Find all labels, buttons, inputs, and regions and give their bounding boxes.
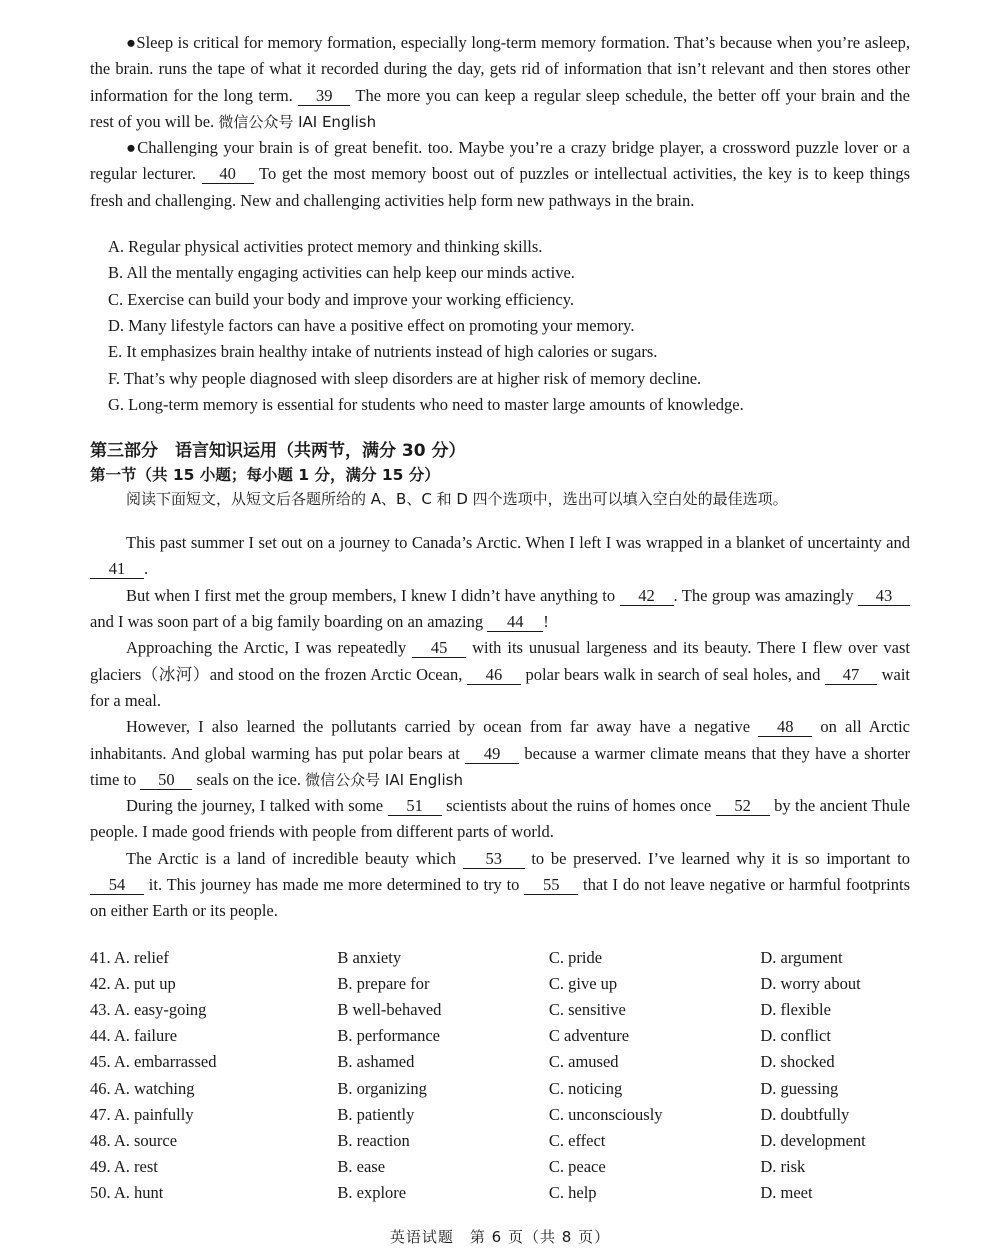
text: To get the most memory boost out of puzzles or intellectual activities, the key is to keep things fresh and challenging. New and challenging activities help form new pathways in the brain.: [90, 164, 910, 210]
choice-c: C. amused: [548, 1052, 619, 1072]
option-b: B. All the mentally engaging activities can help keep our minds active.: [108, 263, 575, 283]
choice-b: B anxiety: [337, 947, 402, 967]
option-g: G. Long-term memory is essential for students who need to master large amounts of knowledge.: [108, 394, 744, 414]
choice-a: 42. A. put up: [90, 973, 176, 993]
choice-c: C. effect: [548, 1131, 606, 1151]
text: Approaching the Arctic, I was repeatedly: [126, 638, 413, 658]
text: This past summer I set out on a journey to Canada’s Arctic. When I left I was wrapped in a blanket of uncertainty and: [126, 533, 910, 553]
blank-50: 50: [140, 770, 192, 790]
choice-b: B. explore: [337, 1183, 407, 1203]
passage-paragraph-6: [90, 846, 910, 925]
blank-42: 42: [620, 586, 674, 606]
blank-45: 45: [412, 638, 466, 658]
choice-row-46: [90, 1076, 910, 1102]
paragraph-challenge: [90, 135, 910, 214]
text: scientists about the ruins of homes once: [441, 796, 716, 816]
seven-options-list: [90, 234, 910, 418]
choice-b: B. reaction: [337, 1131, 410, 1151]
choice-d: D. flexible: [760, 1000, 831, 1020]
blank-43: 43: [858, 586, 910, 606]
option-a: A. Regular physical activities protect memory and thinking skills.: [108, 237, 543, 257]
choice-c: C. peace: [548, 1157, 606, 1177]
choice-b: B. organizing: [337, 1078, 427, 1098]
choice-row-49: [90, 1154, 910, 1180]
choice-d: D. risk: [760, 1157, 806, 1177]
choice-d: D. doubtfully: [760, 1104, 850, 1124]
text: wait for a meal.: [90, 664, 910, 710]
text: The more you can keep a regular sleep schedule, the better off your brain and the rest of you will be.: [90, 85, 911, 131]
text: However, I also learned the pollutants carried by ocean from far away have a negative: [126, 717, 759, 737]
choice-c: C. help: [548, 1183, 597, 1203]
page-footer: 英语试题 第 6 页（共 8 页）: [389, 1228, 611, 1246]
text: polar bears walk in search of seal holes, and: [520, 664, 825, 684]
blank-47: 47: [825, 665, 877, 685]
blank-46: 46: [467, 665, 521, 685]
choice-c: C. pride: [548, 947, 603, 967]
choice-d: D. worry about: [760, 973, 861, 993]
choice-d: D. shocked: [760, 1052, 835, 1072]
choice-a: 50. A. hunt: [90, 1183, 164, 1203]
text: and I was soon part of a big family boarding on an amazing: [90, 612, 488, 632]
choice-row-42: [90, 971, 910, 997]
watermark-text: 微信公众号 IAI English: [218, 112, 377, 131]
choice-d: D. development: [760, 1131, 866, 1151]
text: it. This journey has made me more determined to try to: [144, 875, 525, 895]
choice-b: B. ashamed: [337, 1052, 415, 1072]
text: During the journey, I talked with some: [126, 796, 388, 816]
answer-choices-table: [90, 945, 910, 1207]
text: .: [144, 559, 149, 579]
choice-a: 46. A. watching: [90, 1078, 195, 1098]
exam-page: [90, 30, 910, 1207]
choice-b: B well-behaved: [337, 1000, 442, 1020]
choice-b: B. patiently: [337, 1104, 415, 1124]
option-c: C. Exercise can build your body and improve your working efficiency.: [108, 289, 574, 309]
blank-51: 51: [388, 796, 442, 816]
choice-b: B. performance: [337, 1026, 441, 1046]
section-title: 第三部分 语言知识运用（共两节，满分 30 分）: [90, 441, 466, 462]
choice-a: 48. A. source: [90, 1131, 178, 1151]
blank-41: 41: [90, 559, 144, 579]
choice-c: C. sensitive: [548, 1000, 626, 1020]
choice-row-43: [90, 997, 910, 1023]
blank-49: 49: [465, 744, 519, 764]
text: The Arctic is a land of incredible beauty which: [126, 848, 463, 868]
choice-a: 44. A. failure: [90, 1026, 178, 1046]
text: !: [543, 612, 549, 632]
text: But when I first met the group members, I knew I didn’t have anything to: [126, 585, 620, 605]
passage-paragraph-4: [90, 714, 910, 793]
choice-b: B. prepare for: [337, 973, 430, 993]
passage-paragraph-1: [90, 530, 910, 583]
passage-paragraph-3: [90, 635, 910, 714]
choice-b: B. ease: [337, 1157, 386, 1177]
text: by the ancient Thule people. I made good friends with people from different parts of world.: [90, 796, 910, 842]
passage-paragraph-2: [90, 583, 910, 636]
choice-row-50: [90, 1180, 910, 1206]
choice-row-48: [90, 1128, 910, 1154]
text: on all Arctic inhabitants. And global warming has put polar bears at: [90, 717, 911, 763]
section-subtitle: 第一节（共 15 小题；每小题 1 分，满分 15 分）: [90, 466, 440, 485]
choice-row-45: [90, 1049, 910, 1075]
text: ●Sleep is critical for memory formation, especially long-term memory formation. That’s because when you’re asleep, the brain. runs the tape of what it recorded during the day, gets rid of information that isn’t relevant and then stores other information for the long term.: [90, 33, 910, 105]
choice-a: 41. A. relief: [90, 947, 169, 967]
option-d: D. Many lifestyle factors can have a positive effect on promoting your memory.: [108, 315, 635, 335]
passage-paragraph-5: [90, 793, 910, 846]
choice-c: C. unconsciously: [548, 1104, 663, 1124]
text: seals on the ice.: [192, 769, 306, 789]
section-instruction: 阅读下面短文，从短文后各题所给的 A、B、C 和 D 四个选项中，选出可以填入空白处的最佳选项。: [126, 490, 788, 509]
blank-54: 54: [90, 875, 144, 895]
option-f: F. That’s why people diagnosed with sleep disorders are at higher risk of memory decline.: [108, 368, 702, 388]
choice-a: 45. A. embarrassed: [90, 1052, 217, 1072]
text: because a warmer climate means that they have a shorter time to: [90, 743, 910, 789]
text: that I do not leave negative or harmful footprints on either Earth or its people.: [90, 875, 911, 921]
text: ●Challenging your brain is of great benefit. too. Maybe you’re a crazy bridge player, a crossword puzzle lover or a regular lecturer.: [90, 138, 910, 184]
text: with its unusual largeness and its beauty. There I flew over vast glaciers（冰河）and stood on the frozen Arctic Ocean,: [90, 638, 910, 684]
choice-d: D. conflict: [760, 1026, 831, 1046]
blank-39: 39: [298, 86, 350, 106]
choice-row-44: [90, 1023, 910, 1049]
choice-a: 43. A. easy-going: [90, 1000, 207, 1020]
choice-d: D. meet: [760, 1183, 813, 1203]
blank-44: 44: [487, 612, 543, 632]
choice-d: D. argument: [760, 947, 843, 967]
blank-52: 52: [716, 796, 770, 816]
blank-53: 53: [463, 849, 525, 869]
cloze-passage: [90, 530, 910, 924]
watermark-text: 微信公众号 IAI English: [305, 770, 463, 789]
choice-row-47: [90, 1102, 910, 1128]
blank-48: 48: [758, 717, 812, 737]
choice-row-41: [90, 945, 910, 971]
text: . The group was amazingly: [673, 585, 858, 605]
choice-a: 47. A. painfully: [90, 1104, 194, 1124]
choice-c: C. give up: [548, 973, 618, 993]
option-e: E. It emphasizes brain healthy intake of nutrients instead of high calories or sugars.: [108, 342, 658, 362]
text: to be preserved. I’ve learned why it is so important to: [524, 848, 910, 868]
choice-c: C adventure: [548, 1026, 630, 1046]
blank-55: 55: [524, 875, 578, 895]
choice-a: 49. A. rest: [90, 1157, 158, 1177]
blank-40: 40: [202, 164, 254, 184]
choice-d: D. guessing: [760, 1078, 839, 1098]
paragraph-sleep: [90, 30, 910, 135]
choice-c: C. noticing: [548, 1078, 623, 1098]
